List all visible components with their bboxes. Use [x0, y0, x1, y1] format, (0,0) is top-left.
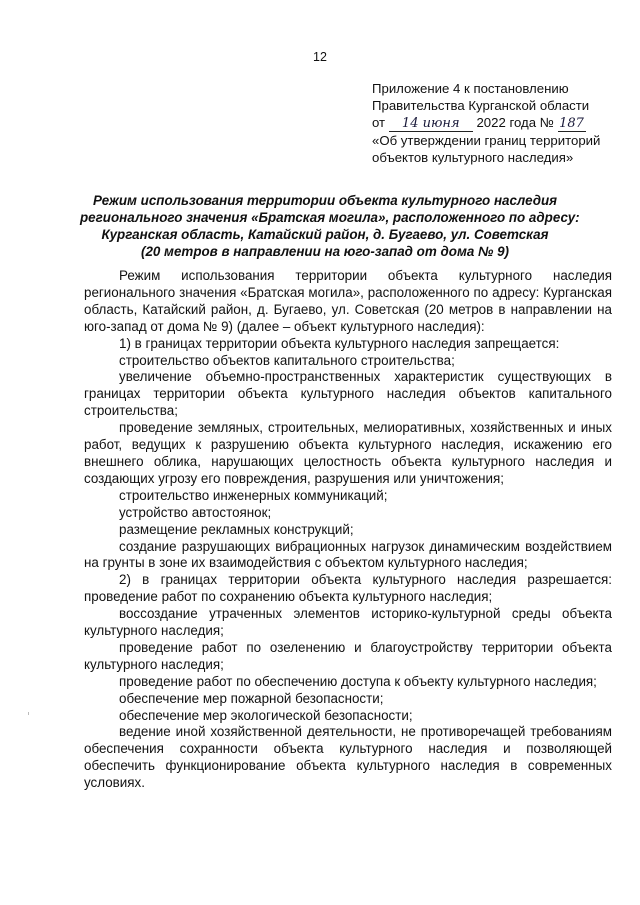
paragraph: обеспечение мер пожарной безопасности; — [119, 690, 384, 706]
paragraph: ведение иной хозяйственной деятельности, не противоречащей требованиям обеспечения сохранности объекта культурного наследия и позволяющей обеспечить функционирование объекта культурного наследия в современных условиях. — [84, 724, 612, 791]
paragraph: 2) в границах территории объекта культурного наследия разрешается: проведение работ по сохранению объекта культурного наследия; — [84, 572, 612, 605]
annex-line-4: «Об утверждении границ территорий — [372, 133, 601, 148]
handwritten-number: 187 — [559, 116, 584, 131]
paragraph: увеличение объемно-пространственных характеристик существующих в границах территории объекта культурного наследия объектов капитального строительства; — [84, 369, 612, 419]
title-line-3: Курганская область, Катайский район, д. Бугаево, ул. Советская — [101, 227, 549, 242]
paragraph: устройство автостоянок; — [119, 504, 272, 520]
title-line-2: регионального значения «Братская могила», расположенного по адресу: — [80, 210, 580, 225]
paragraph: проведение работ по обеспечению доступа к объекту культурного наследия; — [119, 673, 597, 689]
date-prefix: от — [372, 115, 386, 130]
annex-line-5: объектов культурного наследия» — [372, 150, 574, 165]
paragraph: создание разрушающих вибрационных нагрузок динамическим воздействием на грунты в зоне их взаимодействия с объектом культурного наследия; — [84, 538, 612, 571]
date-year: 2022 года № — [476, 115, 554, 130]
paragraph: 1) в границах территории объекта культурного наследия запрещается: — [119, 335, 560, 351]
scan-speck — [28, 712, 29, 715]
paragraph: проведение работ по озеленению и благоустройству территории объекта культурного наследия; — [84, 639, 612, 672]
paragraph: размещение рекламных конструкций; — [119, 521, 354, 537]
paragraph: обеспечение мер экологической безопасности; — [119, 707, 413, 723]
annex-line-2: Правительства Курганской области — [372, 98, 590, 113]
document-title — [80, 192, 580, 260]
paragraph: строительство инженерных коммуникаций; — [119, 487, 388, 503]
document-body — [84, 268, 612, 792]
paragraph: Режим использования территории объекта культурного наследия регионального значения «Братская могила», расположенного по адресу: Курганская область, Катайский район, д. Бугаево, ул. Советская (20 метров в направлении на юго-запад от дома № 9) (далее – объект культурного наследия): — [84, 268, 612, 334]
annex-header — [372, 80, 622, 166]
title-line-4: (20 метров в направлении на юго-запад от дома № 9) — [140, 244, 509, 259]
title-line-1: Режим использования территории объекта культурного наследия — [92, 193, 558, 208]
paragraph: строительство объектов капитального строительства; — [119, 352, 455, 368]
page-number: 12 — [313, 50, 327, 64]
annex-date-line — [372, 114, 622, 132]
annex-line-1: Приложение 4 к постановлению — [372, 81, 569, 96]
paragraph: воссоздание утраченных элементов историко-культурной среды объекта культурного наследия; — [84, 606, 612, 639]
handwritten-date: 14 июня — [389, 117, 473, 132]
paragraph: проведение земляных, строительных, мелиоративных, хозяйственных и иных работ, ведущих к разрушению объекта культурного наследия, искажению его внешнего облика, нарушающих целостность объекта культурного наследия и создающих угрозу его повреждения, разрушения или уничтожения; — [84, 420, 612, 486]
